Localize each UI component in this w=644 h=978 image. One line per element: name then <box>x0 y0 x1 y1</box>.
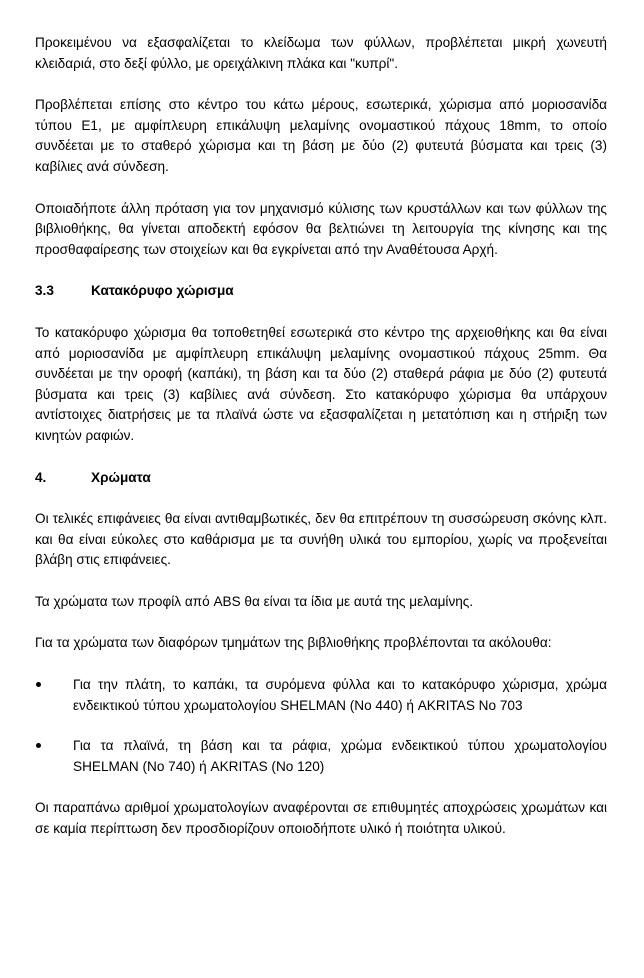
section-title: Χρώματα <box>91 469 151 485</box>
section-number: 4. <box>35 469 47 485</box>
paragraph-abs-colors: Τα χρώματα των προφίλ από ABS θα είναι τα ίδια με αυτά της μελαμίνης. <box>35 593 474 609</box>
paragraph-colors-intro: Για τα χρώματα των διαφόρων τμημάτων της βιβλιοθήκης προβλέπονται τα ακόλουθα: <box>35 635 552 651</box>
section-heading-3-3 <box>35 281 607 302</box>
list-item-text: Για την πλάτη, το καπάκι, τα συρόμενα φύλλα και το κατακόρυφο χώρισμα, χρώμα ενδεικτικού τύπου χρωματολογίου SHELMAN (No 440) ή AKRITAS No 703 <box>73 677 607 713</box>
list-item <box>35 675 607 716</box>
color-bullet-list <box>35 675 607 777</box>
document-page <box>35 33 607 861</box>
bullet-icon <box>35 675 73 716</box>
paragraph-surfaces: Οι τελικές επιφάνειες θα είναι αντιθαμβωτικές, δεν θα επιτρέπουν τη συσσώρευση σκόνης κλπ. και θα είναι εύκολες στο καθάρισμα με τα συνήθη υλικά του εμπορίου, χωρίς να προξενείται βλάβη στις επιφάνειες. <box>35 511 607 568</box>
paragraph-vertical-partition: Το κατακόρυφο χώρισμα θα τοποθετηθεί εσωτερικά στο κέντρο της αρχειοθήκης και θα είναι από μοριοσανίδα με αμφίπλευρη επικάλυψη μελαμίνης ονομαστικού πάχους 25mm. Θα συνδέεται με την οροφή (καπάκι), τη βάση και τα δύο (2) σταθερά ράφια με δύο (2) φυτευτά βύσματα και τρεις (3) καβίλιες ανά σύνδεση. Στο κατακόρυφο χώρισμα θα υπάρχουν αντίστοιχες διατρήσεις με τα πλαϊνά ώστε να εξασφαλίζεται η μετατόπιση και η στήριξη των κινητών ραφιών. <box>35 324 607 443</box>
section-number: 3.3 <box>35 283 54 299</box>
section-title: Κατακόρυφο χώρισμα <box>91 283 234 299</box>
paragraph-closing: Οι παραπάνω αριθμοί χρωματολογίων αναφέρονται σε επιθυμητές αποχρώσεις χρωμάτων και σε καμία περίπτωση δεν προσδιορίζουν οποιοδήποτε υλικό ή ποιότητα υλικού. <box>35 800 607 837</box>
section-heading-4 <box>35 468 607 489</box>
paragraph-partition-bottom: Προβλέπεται επίσης στο κέντρο του κάτω μέρους, εσωτερικά, χώρισμα από μοριοσανίδα τύπου Ε1, με αμφίπλευρη επικάλυψη μελαμίνης ονομαστικού πάχους 18mm, το οποίο συνδέεται με το σταθερό χώρισμα και τη βάση με δύο (2) φυτευτά βύσματα και τρεις (3) καβίλιες ανά σύνδεση. <box>35 97 607 174</box>
paragraph-alternative-proposal: Οποιαδήποτε άλλη πρόταση για τον μηχανισμό κύλισης των κρυστάλλων και των φύλλων της βιβλιοθήκης, θα γίνεται αποδεκτή εφόσον θα βελτιώνει τη λειτουργία της κίνησης και της προσθαφαίρεσης των στοιχείων και θα εγκρίνεται από την Αναθέτουσα Αρχή. <box>35 200 607 257</box>
paragraph-lock: Προκειμένου να εξασφαλίζεται το κλείδωμα των φύλλων, προβλέπεται μικρή χωνευτή κλειδαριά, στο δεξί φύλλο, με ορειχάλκινη πλάκα και "κυπρί". <box>35 35 607 71</box>
list-item-text: Για τα πλαϊνά, τη βάση και τα ράφια, χρώμα ενδεικτικού τύπου χρωματολογίου SHELMAN (No 740) ή AKRITAS (No 120) <box>73 738 607 774</box>
list-item <box>35 736 607 777</box>
bullet-icon <box>35 736 73 777</box>
